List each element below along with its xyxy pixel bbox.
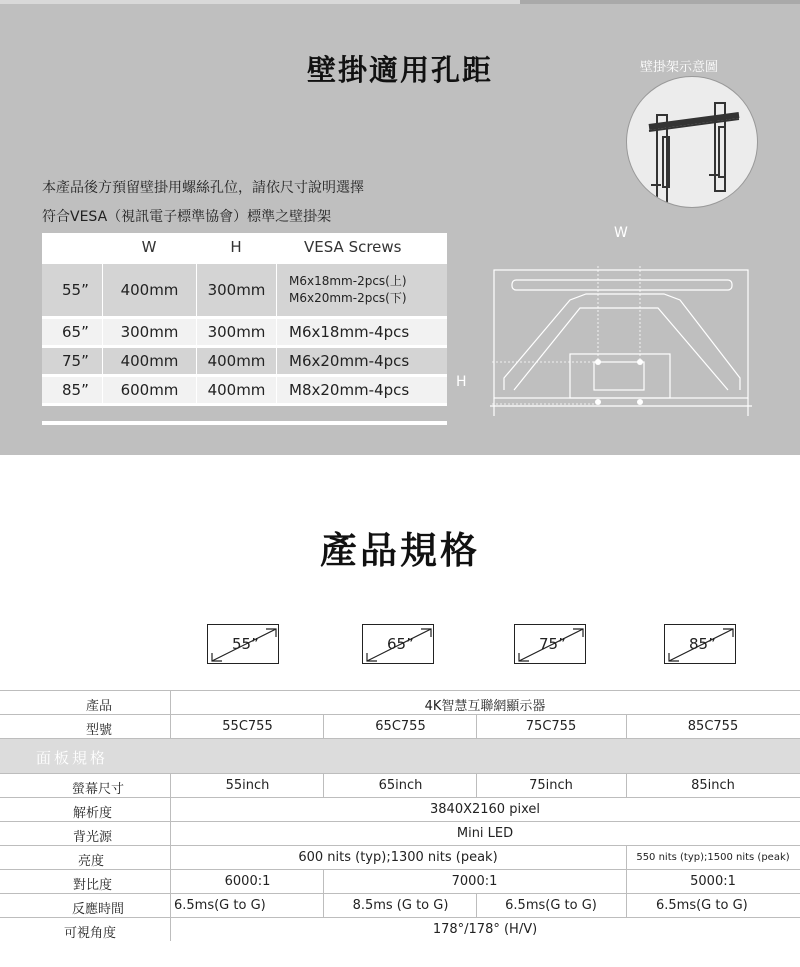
vesa-h: 300mm	[196, 319, 276, 345]
wall-bracket-illustration	[626, 76, 758, 208]
spec-row-viewing-angle	[0, 917, 800, 941]
wall-mount-section	[0, 0, 800, 455]
spec-value: 65inch	[378, 778, 423, 793]
bracket-diagram-label: 壁掛架示意圖	[640, 60, 719, 75]
size-icon-55	[207, 624, 279, 664]
h-dimension-label: H	[456, 374, 467, 390]
vesa-size: 75”	[62, 352, 89, 370]
spec-label: 螢幕尺寸	[71, 782, 124, 797]
spec-row-product	[0, 690, 800, 714]
vesa-size: 85”	[62, 381, 89, 399]
vesa-size: 65”	[62, 323, 89, 341]
spec-value: 55inch	[225, 778, 270, 793]
spec-row-brightness	[0, 845, 800, 869]
size-icon-65	[362, 624, 434, 664]
size-icon-85	[664, 624, 736, 664]
vesa-w: 400mm	[102, 348, 196, 374]
spec-value: 600 nits (typ);1300 nits (peak)	[298, 850, 498, 865]
spec-value: 55C755	[222, 719, 273, 734]
spec-label: 對比度	[72, 878, 112, 893]
spec-value: 550 nits (typ);1500 nits (peak)	[636, 852, 790, 863]
spec-value: 75inch	[529, 778, 573, 793]
vesa-h: 400mm	[196, 348, 276, 374]
vesa-w: 600mm	[102, 377, 196, 403]
spec-label: 背光源	[72, 830, 112, 845]
size-icon-label: 55”	[232, 635, 259, 653]
spec-label: 可視角度	[63, 926, 116, 941]
spec-label: 型號	[85, 723, 112, 738]
size-icon-75	[514, 624, 586, 664]
vesa-screws: M6x18mm-4pcs	[276, 319, 447, 345]
vesa-screws	[276, 264, 447, 316]
vesa-screws: M6x20mm-4pcs	[276, 348, 447, 374]
vesa-row-85	[42, 377, 447, 406]
spec-row-backlight	[0, 821, 800, 845]
spec-row-contrast	[0, 869, 800, 893]
spec-row-screen-size	[0, 773, 800, 797]
panel-spec-section	[0, 738, 800, 773]
vesa-size: 55”	[62, 281, 89, 299]
spec-row-response	[0, 893, 800, 917]
spec-value: 65C755	[375, 719, 426, 734]
spec-table	[0, 690, 800, 941]
spec-title: 產品規格	[320, 529, 480, 572]
tv-back-diagram	[490, 266, 752, 426]
spec-value: 7000:1	[451, 874, 498, 889]
vesa-header-row	[42, 233, 447, 264]
spec-label: 亮度	[77, 854, 104, 869]
spec-value: 3840X2160 pixel	[430, 802, 540, 817]
spec-label: 產品	[85, 699, 112, 714]
vesa-w: 400mm	[102, 264, 196, 316]
spec-value: 5000:1	[690, 874, 736, 889]
vesa-screws-bottom: M6x20mm-2pcs(下)	[289, 291, 407, 305]
vesa-header-w: W	[141, 238, 157, 256]
spec-value: 6.5ms(G to G)	[656, 898, 748, 913]
vesa-h: 300mm	[196, 264, 276, 316]
vesa-row-55	[42, 264, 447, 319]
spec-row-resolution	[0, 797, 800, 821]
vesa-w: 300mm	[102, 319, 196, 345]
spec-value: 85inch	[691, 778, 735, 793]
top-strip	[0, 0, 800, 4]
vesa-header-screws: VESA Screws	[304, 238, 402, 256]
size-icon-label: 65”	[387, 635, 414, 653]
vesa-table	[42, 233, 447, 406]
spec-value: 85C755	[687, 719, 739, 734]
intro-line-2: 符合VESA（視訊電子標準協會）標準之壁掛架	[42, 209, 332, 225]
vesa-table-bottom-rule	[42, 421, 447, 425]
wall-bracket-icon	[627, 77, 758, 208]
spec-value: 6.5ms(G to G)	[174, 898, 266, 913]
spec-value: 4K智慧互聯網顯示器	[424, 699, 546, 714]
wall-mount-title: 壁掛適用孔距	[306, 53, 493, 87]
spec-value: 178°/178° (H/V)	[432, 922, 538, 937]
spec-row-model	[0, 714, 800, 738]
spec-label: 解析度	[72, 806, 112, 821]
spec-label: 反應時間	[71, 902, 124, 917]
vesa-row-65	[42, 319, 447, 348]
vesa-screws: M8x20mm-4pcs	[276, 377, 447, 403]
panel-spec-section-title: 面板規格	[36, 749, 109, 767]
w-dimension-label: W	[614, 225, 628, 241]
size-icon-label: 75”	[539, 635, 566, 653]
vesa-header-h: H	[230, 238, 242, 256]
spec-value: 8.5ms (G to G)	[352, 898, 449, 913]
spec-value: 6.5ms(G to G)	[505, 898, 597, 913]
intro-line-1: 本產品後方預留壁掛用螺絲孔位，請依尺寸說明選擇	[42, 180, 364, 196]
spec-value: Mini LED	[456, 826, 514, 841]
size-icon-label: 85”	[689, 635, 716, 653]
spec-value: 75C755	[525, 719, 577, 734]
vesa-screws-top: M6x18mm-2pcs(上)	[289, 274, 407, 288]
vesa-h: 400mm	[196, 377, 276, 403]
spec-value: 6000:1	[224, 874, 271, 889]
vesa-row-75	[42, 348, 447, 377]
